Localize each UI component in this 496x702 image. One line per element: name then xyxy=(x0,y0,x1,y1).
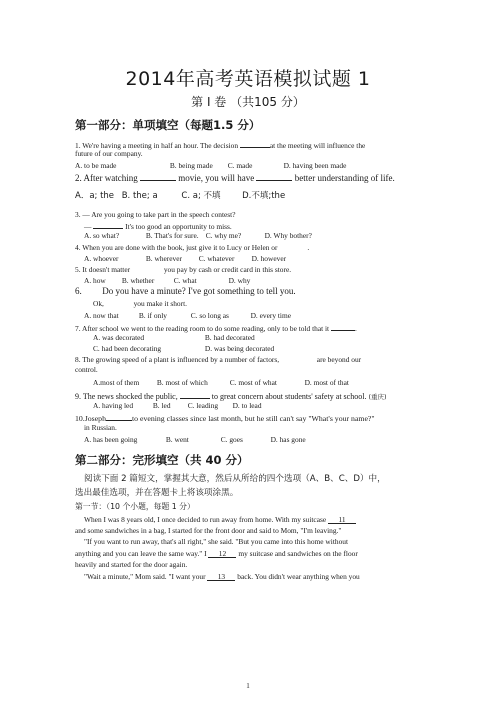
passage-line: anything and you can leave the same way." I 12 my suitcase and sandwiches on the floor xyxy=(75,549,358,558)
question-1-stem-cont: future of our company. xyxy=(75,149,143,158)
option-a: A. having led xyxy=(93,401,134,410)
blank-13: 13 xyxy=(207,572,235,581)
question-2-options xyxy=(75,191,448,201)
option-b: B. went xyxy=(165,435,189,444)
option-b: B. the; a xyxy=(121,191,158,201)
option-c: C. most of what xyxy=(229,378,277,387)
page-number: 1 xyxy=(246,682,250,690)
option-d: D. however xyxy=(251,254,287,263)
option-c: C. a; 不填 xyxy=(181,191,221,201)
option-c: C. had been decorating xyxy=(93,344,162,353)
option-c: C. why me? xyxy=(205,231,242,240)
option-a: A. now that xyxy=(84,311,119,320)
option-d: D.不填;the xyxy=(242,191,286,201)
question-9-options xyxy=(93,401,448,411)
option-b: B. had decorated xyxy=(204,333,255,342)
option-c: C. so long as xyxy=(190,311,229,320)
option-a: A.most of them xyxy=(93,378,140,387)
question-6-options xyxy=(84,311,448,321)
passage-line: When I was 8 years old, I once decided to run away from home. With my suitcase 11 xyxy=(84,515,448,525)
option-b: B. wherever xyxy=(145,254,182,263)
option-d: D. was being decorated xyxy=(204,344,275,353)
option-b: B. led xyxy=(152,401,171,410)
blank-12: 12 xyxy=(208,549,236,558)
option-a: A. so what? xyxy=(84,231,120,240)
option-a: A．a; the xyxy=(75,191,115,201)
option-a: A. how xyxy=(84,276,106,285)
question-3-stem: 3. — Are you going to take part in the speech contest? xyxy=(75,210,236,219)
question-1-options xyxy=(75,161,448,171)
page-subtitle: 第 I 卷 （共105 分） xyxy=(191,95,305,109)
question-10-stem-cont: in Russian. xyxy=(84,423,117,432)
question-7-stem: 7. After school we went to the reading room to do some reading, only to be told that it . xyxy=(75,324,357,333)
option-a: A. has been going xyxy=(84,435,138,444)
passage-line: and some sandwiches in a bag, I started for the front door and said to Mom, "I'm leaving." xyxy=(75,526,342,535)
section2-part: 第一节：（10 个小题，每题 1 分） xyxy=(75,502,195,511)
option-a: A. to be made xyxy=(75,161,117,170)
question-3-options xyxy=(84,231,448,241)
section2-instructions-cont: 选出最佳选项，并在答题卡上将该项涂黑。 xyxy=(75,488,239,498)
option-b: B. being made xyxy=(169,161,213,170)
option-d: D. most of that xyxy=(304,378,349,387)
question-3-reply: — It's too good an opportunity to miss. xyxy=(84,222,232,231)
question-8-stem: 8. The growing speed of a plant is influenced by a number of factors, are beyond our xyxy=(75,355,362,364)
passage-line: heavily and started for the door again. xyxy=(75,560,188,569)
section2-instructions: 阅读下面 2 篇短文，掌握其大意，然后从所给的四个选项（A、B、C、D）中， xyxy=(84,474,386,484)
option-b: B. if only xyxy=(138,311,167,320)
question-5-stem: 5. It doesn't matter you pay by cash or credit card in this store. xyxy=(75,265,292,274)
option-a: A. whoever xyxy=(84,254,119,263)
question-1-stem: 1. We're having a meeting in half an hour. The decision at the meeting will influence the xyxy=(75,141,366,150)
question-10-options xyxy=(84,435,448,445)
option-a: A. was decorated xyxy=(93,333,145,342)
option-c: C. leading xyxy=(187,401,219,410)
question-6-reply: Ok, you make it short. xyxy=(93,299,187,308)
option-d: D. has gone xyxy=(270,435,306,444)
option-b: B. whether xyxy=(121,276,155,285)
option-c: C. whatever xyxy=(198,254,235,263)
option-d: D. why xyxy=(228,276,251,285)
option-c: C. goes xyxy=(220,435,243,444)
question-8-options xyxy=(93,378,448,388)
question-8-stem-cont: control. xyxy=(75,365,98,374)
option-c: C. what xyxy=(173,276,197,285)
question-10-stem: 10.Joseph to evening classes since last month, but he still can't say "What's your name?" xyxy=(75,414,375,423)
question-7-options-row1 xyxy=(93,333,448,343)
question-2-stem: 2. After watching movie, you will have better understanding of life. xyxy=(75,173,395,183)
question-9-stem: 9. The news shocked the public, to great concern about students' safety at school. (重庆) xyxy=(75,392,387,401)
question-6-stem: 6. Do you have a minute? I've got something to tell you. xyxy=(75,286,296,296)
option-b: B. That's for sure. xyxy=(145,231,199,240)
question-5-options xyxy=(84,276,448,286)
page-title: 2014年高考英语模拟试题 1 xyxy=(125,68,371,90)
option-d: D. Why bother? xyxy=(264,231,312,240)
section1-heading: 第一部分：单项填空（每题1.5 分） xyxy=(75,118,261,132)
option-c: C. made xyxy=(227,161,253,170)
question-4-options xyxy=(84,254,448,264)
option-d: D. every time xyxy=(250,311,292,320)
section2-heading: 第二部分：完形填空（共 40 分） xyxy=(75,453,249,467)
option-d: D. to lead xyxy=(232,401,262,410)
blank-11: 11 xyxy=(328,515,356,524)
passage-line: "Wait a minute," Mom said. "I want your 13 back. You didn't wear anything when you xyxy=(84,572,360,581)
question-4-stem: 4. When you are done with the book, just give it to Lucy or Helen or . xyxy=(75,243,310,252)
question-7-options-row2 xyxy=(93,344,448,354)
option-d: D. having been made xyxy=(283,161,347,170)
option-b: B. most of which xyxy=(156,378,208,387)
passage-line: "If you want to run away, that's all right," she said. "But you came into this home without xyxy=(84,537,349,546)
